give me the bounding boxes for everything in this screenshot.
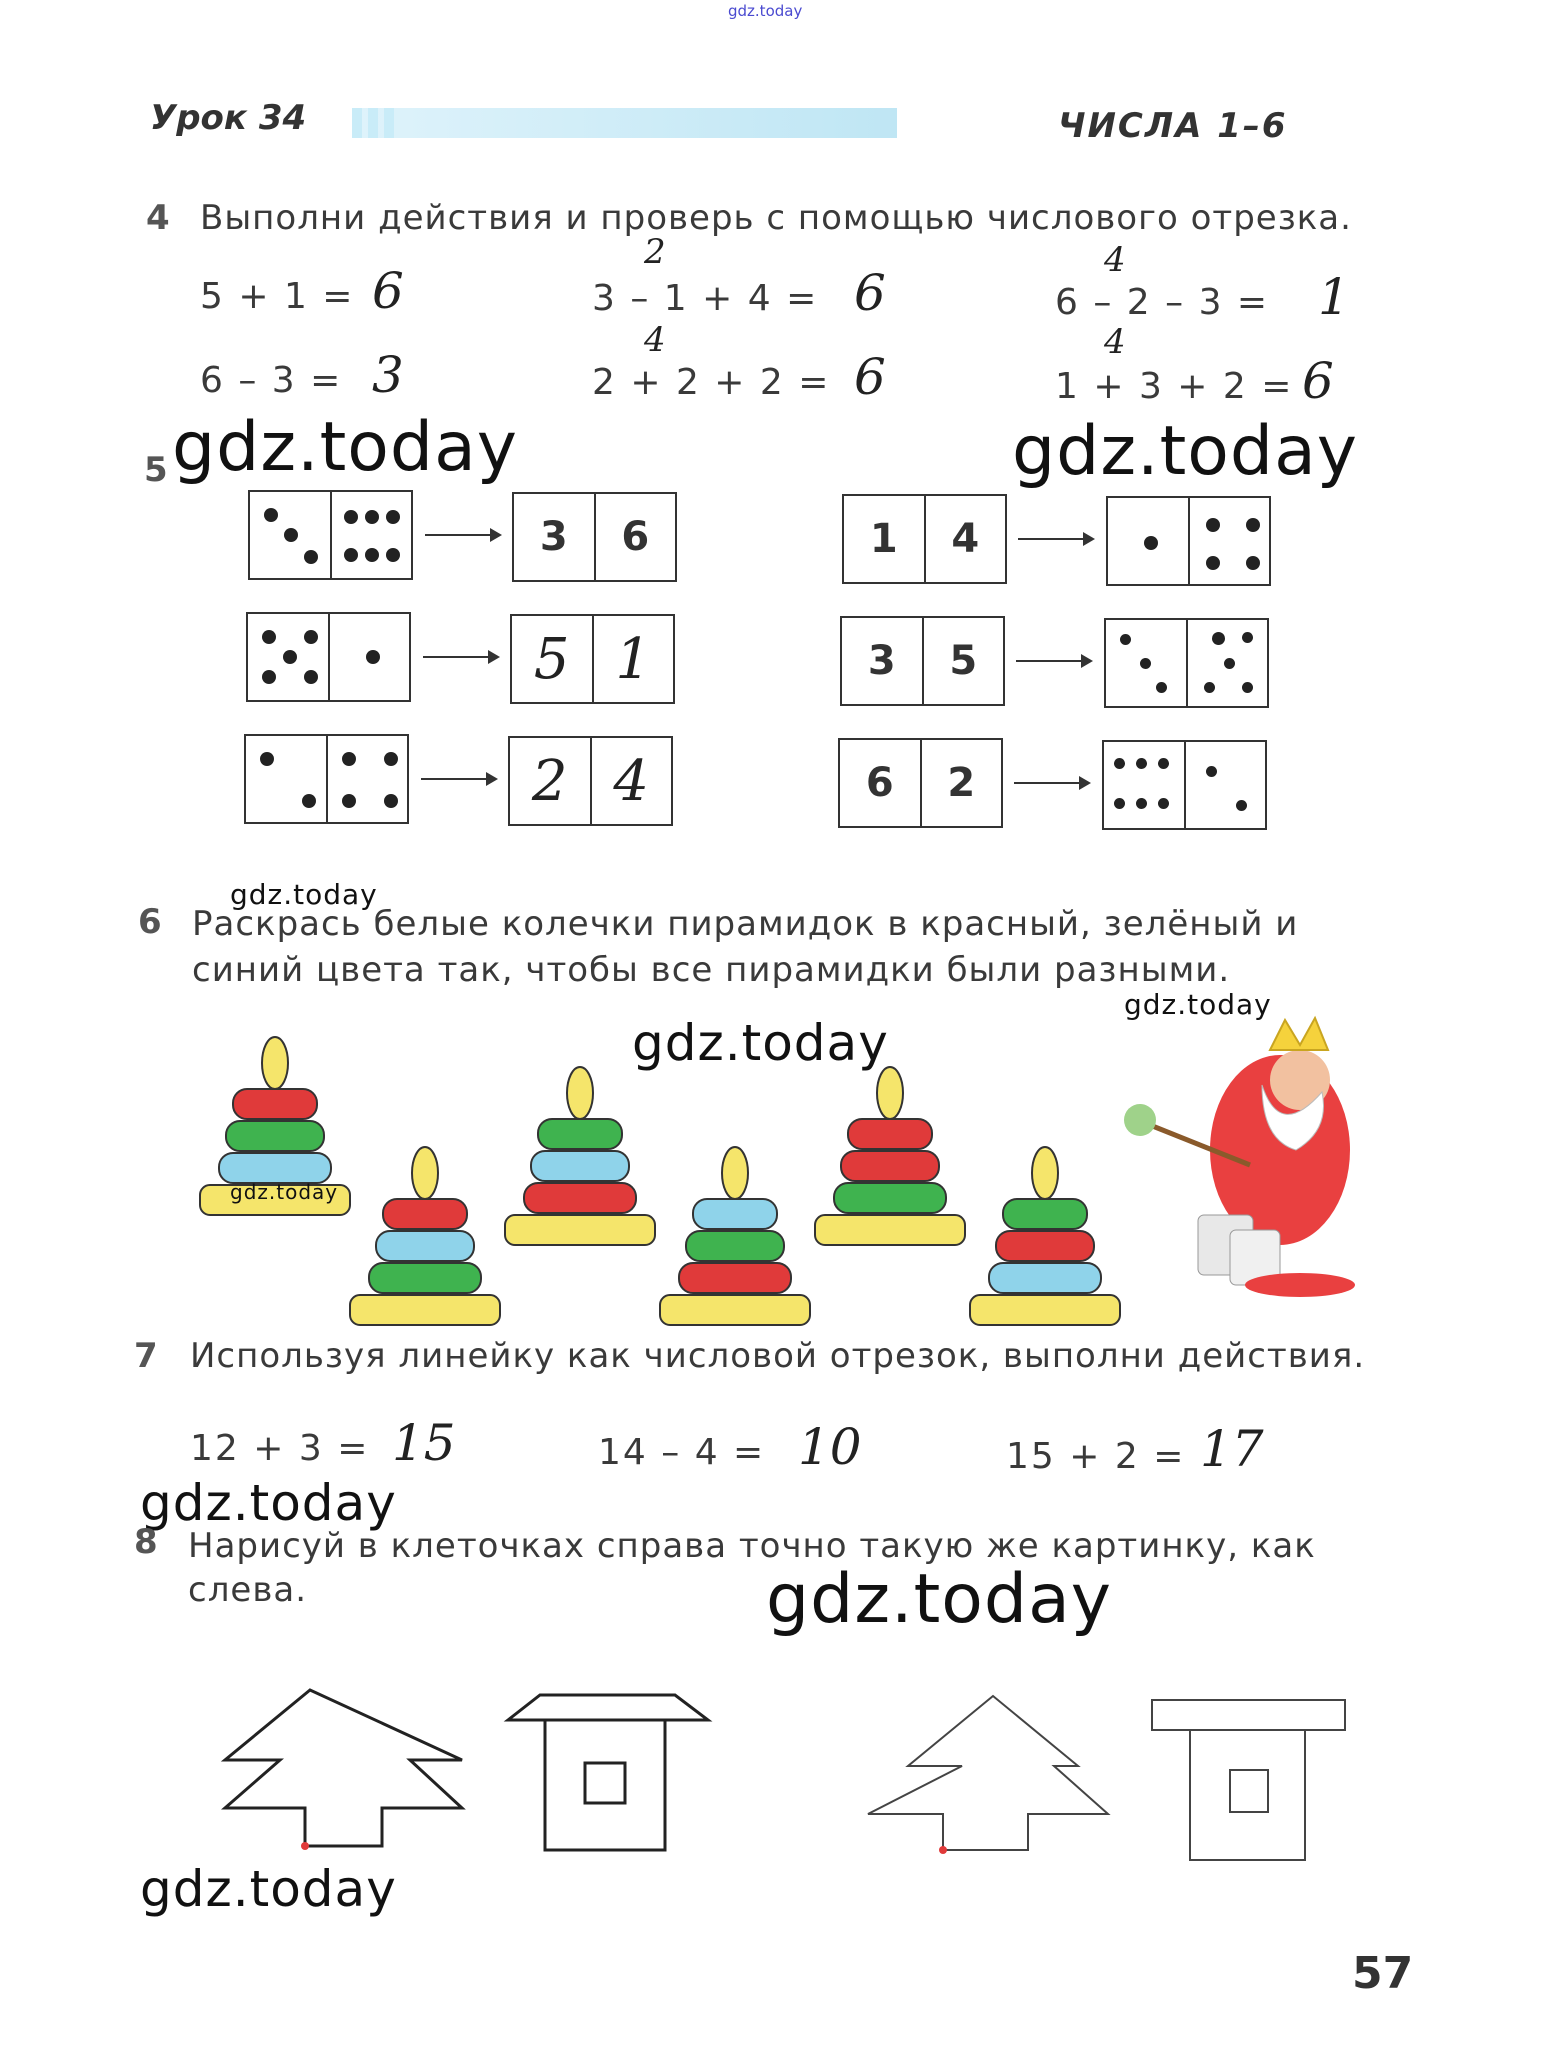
task7-answer: 15: [392, 1414, 456, 1472]
domino-answer-digit: 2: [531, 748, 568, 814]
watermark: gdz.today: [1012, 412, 1358, 491]
task4-note: 4: [1104, 240, 1126, 280]
task4-answer: 3: [372, 346, 404, 404]
task4-answer: 6: [1302, 352, 1334, 410]
task4-answer: 6: [372, 262, 404, 320]
house-copy-drawing: [1152, 1700, 1345, 1860]
task4-note: 2: [644, 232, 666, 272]
domino-number: 3: [539, 514, 568, 560]
house-drawing: [508, 1695, 708, 1850]
task7-expr: 15 + 2 =: [1006, 1436, 1186, 1477]
task4-note: 4: [1104, 322, 1126, 362]
task4-instruction: Выполни действия и проверь с помощью числового отрезка.: [200, 198, 1352, 238]
page-number: 57: [1352, 1948, 1414, 1999]
domino-number: 6: [865, 760, 894, 806]
domino-number: 4: [951, 516, 980, 562]
task8-instruction-line1: Нарисуй в клеточках справа точно такую же картинку, как: [188, 1526, 1316, 1566]
watermark: gdz.today: [766, 1560, 1112, 1639]
top-watermark: gdz.today: [728, 2, 803, 20]
task8-instruction-line2: слева.: [188, 1570, 308, 1610]
task5-number: 5: [144, 450, 168, 490]
domino-answer-digit: 5: [533, 626, 570, 692]
task7-expr: 12 + 3 =: [190, 1428, 370, 1469]
task7-instruction: Используя линейку как числовой отрезок, выполни действия.: [190, 1336, 1366, 1376]
task4-expr: 6 – 3 =: [200, 360, 343, 401]
task7-expr: 14 – 4 =: [598, 1432, 766, 1473]
task4-expr: 1 + 3 + 2 =: [1055, 366, 1294, 407]
task7-answer: 10: [798, 1418, 862, 1476]
task7-answer: 17: [1200, 1420, 1264, 1478]
task6-number: 6: [138, 902, 162, 942]
domino-answer-digit: 1: [615, 626, 652, 692]
watermark: gdz.today: [632, 1014, 889, 1072]
task4-answer: 1: [1318, 268, 1350, 326]
domino-number: 3: [867, 638, 896, 684]
task4-expr: 6 – 2 – 3 =: [1055, 282, 1270, 323]
watermark: gdz.today: [172, 408, 518, 487]
tree-drawing: [225, 1690, 462, 1846]
task4-expr: 2 + 2 + 2 =: [592, 362, 831, 403]
task4-expr: 5 + 1 =: [200, 276, 355, 317]
watermark: gdz.today: [230, 1180, 339, 1204]
task4-answer: 6: [854, 348, 886, 406]
task4-note: 4: [644, 320, 666, 360]
domino-number: 1: [869, 516, 898, 562]
task4-number: 4: [146, 198, 170, 238]
topic-title: ЧИСЛА 1–6: [1058, 106, 1288, 146]
watermark: gdz.today: [140, 1474, 397, 1532]
domino-number: 2: [947, 760, 976, 806]
task6-instruction-line2: синий цвета так, чтобы все пирамидки были разными.: [192, 950, 1231, 990]
task4-answer: 6: [854, 264, 886, 322]
task4-expr: 3 – 1 + 4 =: [592, 278, 819, 319]
watermark: gdz.today: [140, 1860, 397, 1918]
task6-instruction-line1: Раскрась белые колечки пирамидок в красный, зелёный и: [192, 904, 1299, 944]
domino-number: 5: [949, 638, 978, 684]
domino-number: 6: [621, 514, 650, 560]
watermark: gdz.today: [230, 878, 378, 911]
task7-number: 7: [134, 1336, 158, 1376]
tree-copy-drawing: [868, 1696, 1108, 1850]
domino-answer-digit: 4: [613, 748, 650, 814]
watermark: gdz.today: [1124, 988, 1272, 1021]
lesson-title: Урок 34: [150, 98, 307, 138]
task8-number: 8: [134, 1522, 158, 1562]
